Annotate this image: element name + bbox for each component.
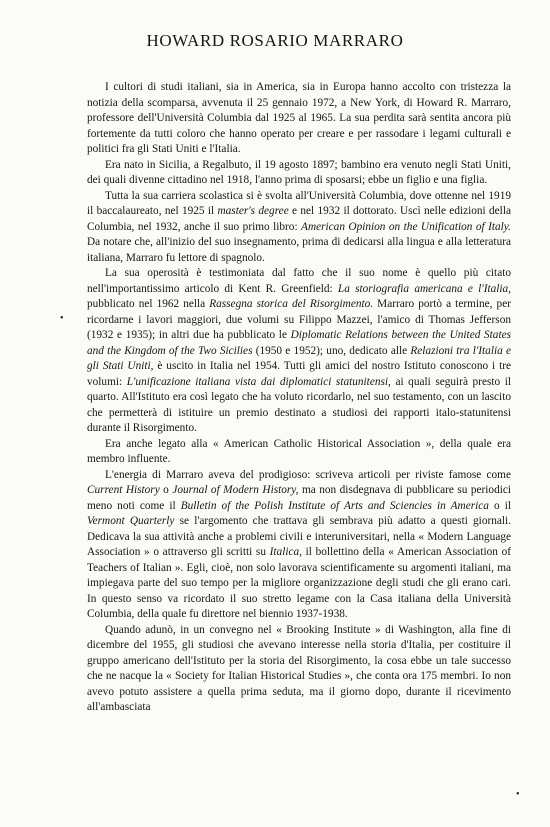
italic-title-text: Current History bbox=[87, 484, 160, 496]
paragraph-text: I cultori di studi italiani, sia in America, sia in Europa hanno accolto con tristezza la notizia della scomparsa, avvenuta il 25 gennaio 1972, a New York, di Howard R. Marraro, professore dell'Università Columbia dal 1925 al 1965. La sua perdita sarà sentita ancora più fortemente da tutti coloro che hanno operato per creare e per rassodare i legami culturali e politici fra gli Stati Uniti e l'Italia. bbox=[87, 81, 511, 155]
paragraph-text: ai quali seguirà presto il quarto. All'Istituto era così legato che ha voluto ricordarlo, nel suo testamento, con un lascito che permetterà di istituire un premio destinato a studiosi dei rapporti italo-statunitensi durante il Risorgimento. bbox=[87, 375, 511, 434]
paragraph-text: ma non disdegnava di pubblicare su periodici meno noti come il bbox=[87, 484, 512, 512]
paragraph bbox=[87, 266, 511, 437]
italic-title-text: Rassegna storica del Risorgimento. bbox=[209, 298, 374, 310]
paragraph-text: o il bbox=[488, 499, 511, 512]
paragraph-text: (1950 e 1952); uno, dedicato alle bbox=[252, 344, 411, 357]
paragraph bbox=[87, 468, 511, 623]
page-title: HOWARD ROSARIO MARRARO bbox=[146, 31, 404, 50]
italic-title-text: master's degree bbox=[217, 205, 289, 217]
paragraph-text: e nel 1932 il dottorato. Uscì nelle edizioni della Columbia, nel 1932, anche il suo primo libro: bbox=[87, 205, 511, 233]
italic-title-text: Vermont Quarterly bbox=[87, 515, 175, 527]
paragraph-text: Quando adunò, in un convegno nel « Brooking Institute » di Washington, alla fine di dicembre del 1955, gli studiosi che avevano interesse nella storia d'Italia, per costituire il gruppo americano dell'Istituto per la storia del Risorgimento, la cosa ebbe un tale successo che ne nacque la « Society for Italian Historical Studies », che conta ora 175 membri. Io non avevo potuto assistere a quella prima seduta, ma il giorno dopo, durante il ricevimento all'ambasciata bbox=[87, 623, 511, 713]
italic-title-text: Bulletin of the Polish Institute of Arts and Sciencies in America bbox=[180, 499, 489, 512]
paragraph-text: è uscito in Italia nel 1954. Tutti gli amici del nostro Istituto conoscono i tre volumi: bbox=[87, 360, 511, 388]
italic-title-text: Italica, bbox=[269, 546, 302, 558]
italic-title-text: L'unificazione italiana vista dai diplomatici statunitensi, bbox=[126, 375, 391, 388]
paragraph-text: il bollettino della « American Association of Teachers of Italian ». Egli, cioè, non solo lavorava scientificamente su argomenti italiani, ma impiegava parte del suo tempo per la migliore organizzazione degli studi che gli erano cari. In questo senso va ricordato il suo stretto legame con la Casa italiana della Università Columbia, della quale fu direttore nel biennio 1937-1938. bbox=[87, 546, 511, 620]
paragraph-text: La sua operosità è testimoniata dal fatto che il suo nome è quello più citato nell'importantissimo articolo di Kent R. Greenfield: bbox=[87, 267, 511, 295]
margin-dot-mark: • bbox=[60, 313, 64, 324]
paragraph bbox=[87, 80, 511, 158]
paragraph bbox=[87, 189, 511, 267]
italic-title-text: Diplomatic Relations between the United States and the Kingdom of the Two Sicilies bbox=[87, 329, 512, 357]
paragraph-text: Tutta la sua carriera scolastica si è svolta all'Università Columbia, dove ottenne nel 1919 il baccalaureato, nel 1925 il bbox=[87, 189, 511, 217]
paragraph-text: L'energia di Marraro aveva del prodigioso: scriveva articoli per riviste famose come bbox=[105, 468, 511, 481]
paragraph bbox=[87, 158, 511, 189]
paragraph-text: Era anche legato alla « American Catholic Historical Association », della quale era membro influente. bbox=[87, 437, 511, 465]
paragraph-text: o bbox=[159, 484, 173, 496]
paragraph-text: pubblicato nel 1962 nella bbox=[87, 298, 210, 310]
italic-title-text: Journal of Modern History, bbox=[172, 484, 299, 496]
paragraph-text: se l'argomento che trattava gli sembrava più adatto a questi giornali. Dedicava la sua attività anche a problemi civili e interuniversitari, nella « Modern Language Association » o attraverso gli scritti su bbox=[87, 515, 511, 558]
paragraph-text: Marraro portò a termine, per ricordarne i lavori maggiori, due volumi su Filippo Mazzei, l'amico di Thomas Jefferson (1932 e 1935); in altri due ha pubblicato le bbox=[87, 298, 511, 341]
paragraph bbox=[87, 623, 511, 716]
italic-title-text: La storiografia americana e l'Italia, bbox=[337, 282, 511, 295]
italic-title-text: Relazioni tra l'Italia e gli Stati Uniti, bbox=[87, 344, 511, 372]
margin-dot-mark: • bbox=[516, 789, 520, 800]
paragraph-text: Era nato in Sicilia, a Regalbuto, il 19 agosto 1897; bambino era venuto negli Stati Uniti, dei quali divenne cittadino nel 1918, l'anno prima di sposarsi; ebbe un figlio e una figlia. bbox=[87, 158, 511, 186]
paragraph-text: Da notare che, all'inizio del suo insegnamento, prima di dedicarsi alla lingua e alla letteratura italiana, Marraro fu lettore di spagnolo. bbox=[87, 236, 511, 264]
article-body bbox=[87, 80, 511, 716]
paragraph bbox=[87, 437, 511, 468]
italic-title-text: American Opinion on the Unification of Italy. bbox=[301, 220, 511, 233]
